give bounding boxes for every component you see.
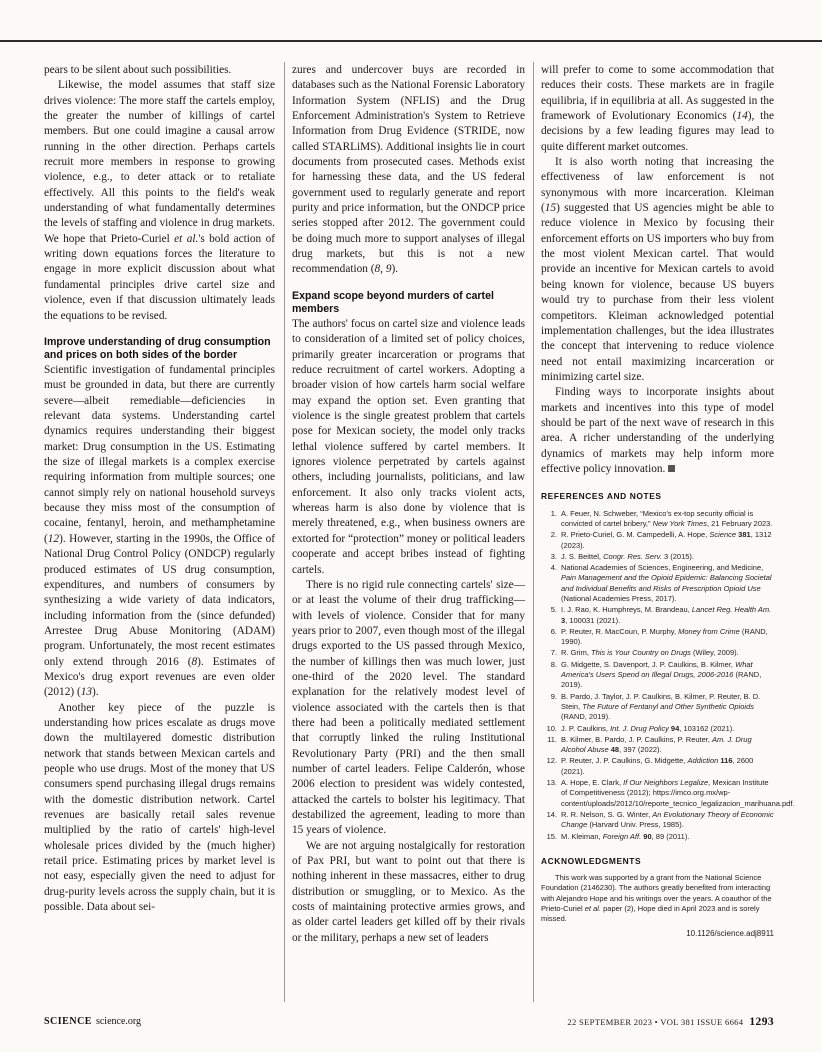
reference-item — [541, 735, 774, 756]
reference-details: , Mexican Institute of Competitiveness (2012); https://imco.org.mx/wp-content/uploads/2012/10/reporte_tecnico_legalizacion_marihuana.pdf. — [561, 778, 795, 808]
reference-source: The Future of Fentanyl and Other Synthetic Opioids — [582, 701, 755, 711]
reference-item — [541, 692, 774, 723]
reference-source: Lancet Reg. Health Am. — [691, 605, 772, 615]
reference-number: 5. — [550, 605, 557, 615]
paragraph: Finding ways to incorporate insights about markets and incentives into this type of model should be part of the next wave of research in this area. A richer understanding of the underlying dynamics of markets may help inform more effective policy innovation. — [541, 386, 774, 475]
paragraph: Another key piece of the puzzle is understanding how prices escalate as drugs move down the multilayered domestic distribution network that stands between Mexican cartels and people who use drugs. Most of the money that US consumers spend purchasing illegal drugs remains with the domestic distribution network. Cartel revenues are basically retail sales revenue multiplied by the ratio of cartels' high-level wholesale prices divided by the (much higher) retail price. Estimating prices by market level is not easy, especially given the need to adjust for drug-purity levels across the supply chain, but it is possible. Data about sei- — [44, 701, 275, 914]
reference-item — [541, 530, 774, 551]
reference-source: Addiction — [687, 756, 719, 766]
reference-number: 14. — [546, 809, 557, 819]
reference-item — [541, 605, 774, 626]
paragraph: pears to be silent about such possibilities. — [44, 64, 232, 76]
reference-source: Congr. Res. Serv. — [603, 551, 662, 561]
reference-volume: 94 — [668, 723, 680, 733]
reference-details: (Harvard Univ. Press, 1985). — [587, 820, 684, 830]
section-heading: Expand scope beyond murders of cartel members — [292, 289, 494, 316]
paragraph: will prefer to come to some accommodation that reduces their costs. These markets are in fragile equilibria, if in equilibria at all. As suggested in the framework of Evolutionary Economics (14), the decisions by a few leading figures may lead to quite different market outcomes. — [541, 64, 774, 153]
reference-number: 15. — [546, 831, 557, 841]
references-list — [541, 508, 795, 842]
paragraph: We are not arguing nostalgically for restoration of Pax PRI, but want to point out that there is nothing inherent in these massacres, either to drug distribution or smuggling, or to Mexico. As the costs of maintaining protective armies grows, and as older cartel leaders get killed off by their rivals or the military, perhaps a new set of leaders — [292, 839, 525, 944]
reference-authors: P. Reuter, J. P. Caulkins, G. Midgette, — [561, 756, 688, 766]
acknowledgments-text: This work was supported by a grant from the National Science Foundation (2146230). The authors greatly benefited from interacting with Alejandro Hope and his writings over the years. A coauthor of the Prieto-Curiel et al. paper (2), Hope died in April 2023 and is sorely missed. — [541, 873, 772, 924]
reference-item — [541, 756, 774, 777]
journal-site[interactable]: science.org — [95, 1016, 142, 1027]
reference-details: , 21 February 2023. — [706, 518, 773, 528]
reference-item — [541, 660, 774, 691]
reference-details: (National Academies Press, 2017). — [561, 594, 677, 603]
reference-authors: R. Grim, — [561, 648, 591, 658]
reference-authors: I. J. Rao, K. Humphreys, M. Brandeau, — [561, 605, 692, 615]
reference-details: , 100031 (2021). — [565, 615, 621, 625]
reference-number: 4. — [550, 563, 557, 573]
reference-authors: A. Hope, E. Clark, — [561, 778, 624, 788]
reference-item — [541, 552, 774, 562]
paragraph: Likewise, the model assumes that staff size drives violence: The more staff the cartels employ, the greater the number of killings of cartel members. But one could imagine a causal arrow running in the other direction. Perhaps cartels recruit more members in response to growing violence, e.g., to deter attack or to retaliate effectively. All this points to the field's weak understanding of what fundamentally determines the levels of staffing and violence in drug markets. We hope that Prieto-Curiel et al.'s bold action of writing down equations forces the literature to engage in more explicit discussion about what fundamental principles drive cartel size and violence, even if that discussion ultimately leads the equations to be revised. — [44, 79, 275, 322]
paragraph: zures and undercover buys are recorded in databases such as the National Forensic Laboratory Information System (NFLIS) and the Drug Enforcement Administration's System to Retrieve Information from Drug Evidence (STRIDE, now called STARLiMS). Additional insights lie in court documents from prosecuted cases. Methods exist for harnessing these data, and the US federal government used to regularly generate and report purity and price information, but the ONDCP price series stopped after 2012. The government could be doing much more to support analyses of illegal drug markets, but this is not a new recommendation (8, 9). — [292, 64, 525, 276]
reference-details: (RAND, 2019). — [561, 670, 762, 690]
reference-source: Int. J. Drug Policy — [610, 723, 669, 733]
reference-source: Money from Crime — [678, 626, 740, 636]
reference-source: If Our Neighbors Legalize — [623, 778, 709, 788]
reference-source: New York Times — [652, 518, 707, 528]
reference-item — [541, 627, 774, 648]
top-rule — [0, 40, 822, 42]
column-divider — [284, 62, 285, 1002]
reference-authors: A. Feuer, N. Schweber, “Mexico's ex-top security official is convicted of cartel bribery,” — [561, 508, 754, 528]
footer-journal — [44, 1016, 141, 1027]
reference-item — [541, 832, 774, 842]
reference-number: 10. — [546, 723, 557, 733]
reference-item — [541, 563, 774, 604]
reference-authors: R. R. Nelson, S. G. Winter, — [561, 809, 653, 819]
column-1 — [44, 63, 275, 915]
reference-authors: J. S. Beittel, — [561, 551, 604, 561]
reference-details: , 1312 (2023). — [561, 530, 772, 550]
column-2 — [292, 63, 525, 946]
reference-details: , 397 (2022). — [619, 745, 662, 755]
paragraph: The authors' focus on cartel size and violence leads to consideration of a limited set of policy choices, primarily greater incarceration or programs that reduce recruitment of cartel workers. Adopting a broader vision of how cartels harm social welfare may expand the option set. Even granting that violence is the single greatest problem that cartels pose for Mexican society, the model only tracks lethal violence suffered by cartel members. It ignores violence perpetrated by cartels against others, including journalists, politicians, and law enforcement. It also only tracks violent acts, whereas harm is also done by violence that is merely threatened, e.g., when business owners are extorted for “protection” money or political leaders cooperate and accept bribes instead of fighting cartels. — [292, 318, 525, 576]
column-divider — [533, 62, 534, 1002]
reference-source: Pain Management and the Opioid Epidemic: Balancing Societal and Individual Benefits and Risks of Prescription Opioid Use — [561, 573, 772, 593]
reference-item — [541, 778, 795, 809]
reference-item — [541, 509, 774, 530]
reference-volume: 3 — [561, 615, 566, 625]
reference-details: , 103162 (2021). — [679, 723, 735, 733]
end-mark-icon — [668, 465, 675, 472]
reference-number: 12. — [546, 756, 557, 766]
reference-volume: 116 — [718, 756, 733, 766]
reference-authors: National Academies of Sciences, Engineering, and Medicine, — [561, 563, 764, 573]
reference-number: 8. — [550, 659, 557, 669]
reference-volume: 381 — [736, 530, 751, 540]
reference-source: This is Your Country on Drugs — [591, 648, 691, 658]
doi-link[interactable]: 10.1126/science.adj8911 — [686, 928, 774, 938]
paragraph: There is no rigid rule connecting cartels' size—or at least the volume of their drug trafficking—with levels of violence. Consider that for many years prior to 2007, even though most of the illegal drugs exported to the US passed through Mexico, the number of killings then was much lower, just one-third of the 2020 level. The standard explanation for the relatively modest level of violence associated with the cartels then is that there had been a politically mediated settlement that corruptly linked the ruling Institutional Revolutionary Party (PRI) and the then small number of cartel leaders. Felipe Calderón, whose 2006 election to president was widely contested, attacked the cartels to bolster his legitimacy. That destabilized the agreement, leading to more than 15 years of violence. — [292, 578, 525, 837]
journal-name: SCIENCE — [44, 1016, 92, 1027]
reference-item — [541, 810, 774, 831]
reference-number: 7. — [550, 648, 557, 658]
footer-issue — [567, 1016, 774, 1028]
reference-source: What America's Users Spend on Illegal Drugs, 2006-2016 — [561, 659, 753, 680]
reference-number: 3. — [550, 551, 557, 561]
reference-source: Foreign Aff. — [602, 831, 642, 841]
reference-details: (Wiley, 2009). — [690, 648, 739, 658]
reference-details: (RAND, 1990). — [561, 626, 768, 647]
reference-number: 2. — [550, 530, 557, 540]
paragraph: Scientific investigation of fundamental principles must be grounded in data, but there are currently severe—albeit remediable—deficiencies in relevant data systems. Understanding cartel dynamics requires understanding their biggest market: Drug consumption in the US. Estimating the size of illegal markets is a complex exercise requiring information from multiple sources; one cannot simply rely on national household surveys because they miss most of the consumption of cocaine, fentanyl, heroin, and methamphetamine (12). However, starting in the 1990s, the Office of National Drug Control Policy (ONDCP) regularly produced estimates of US drug consumption, expenditures, and numbers of consumers by synthesizing a wide variety of data indicators, including information from the (since defunded) Arrestee Drug Abuse Monitoring (ADAM) program. Unfortunately, the most recent estimates only extend through 2016 (8). Estimates of Mexico's drug export revenues are even older (2012) (13). — [44, 364, 275, 699]
reference-authors: B. Pardo, J. Taylor, J. P. Caulkins, B. Kilmer, P. Reuter, B. D. Stein, — [561, 691, 761, 711]
reference-authors: B. Kilmer, B. Pardo, J. P. Caulkins, P. Reuter, — [561, 734, 713, 744]
reference-authors: J. P. Caulkins, — [561, 723, 611, 733]
references-heading: REFERENCES AND NOTES — [541, 491, 662, 502]
issue-info: 22 SEPTEMBER 2023 • VOL 381 ISSUE 6664 — [567, 1017, 744, 1027]
page-number: 1293 — [749, 1016, 774, 1028]
column-3 — [541, 63, 795, 941]
reference-item — [541, 648, 774, 658]
reference-authors: P. Reuter, R. MacCoun, P. Murphy, — [561, 626, 679, 636]
reference-volume: 48 — [608, 745, 620, 755]
reference-details: , 2600 (2021). — [561, 756, 754, 776]
reference-details: , 89 (2011). — [651, 831, 690, 841]
paragraph: It is also worth noting that increasing the effectiveness of law enforcement is not synonymous with more incarceration. Kleiman (15) suggested that US agencies might be able to reduce violence in Mexico by focusing their enforcement efforts on US importers who buy from the most violent Mexican cartel. That would provide an incentive for Mexican cartels to avoid being known for violence, because US buyers would try to purchase from their less violent competitors. Kleiman acknowledged potential implementation challenges, but the idea illustrates the concept that intervening to reduce violence need not entail maximizing incarceration or minimizing cartel size. — [541, 156, 774, 383]
reference-authors: R. Prieto-Curiel, G. M. Campedelli, A. Hope, — [561, 530, 710, 540]
reference-source: An Evolutionary Theory of Economic Change — [561, 809, 774, 830]
reference-details: (RAND, 2019). — [561, 712, 611, 722]
section-heading: Improve understanding of drug consumption and prices on both sides of the border — [44, 335, 271, 362]
reference-number: 1. — [550, 508, 557, 518]
reference-number: 13. — [546, 778, 557, 788]
acknowledgments-heading: ACKNOWLEDGMENTS — [541, 855, 642, 866]
reference-authors: G. Midgette, S. Davenport, J. P. Caulkins, B. Kilmer, — [561, 659, 736, 669]
reference-number: 11. — [547, 734, 557, 744]
reference-source: Science — [709, 530, 737, 540]
reference-details: 3 (2015). — [661, 551, 694, 561]
reference-volume: 90 — [641, 831, 652, 841]
reference-number: 6. — [550, 626, 557, 636]
reference-number: 9. — [550, 691, 557, 701]
reference-item — [541, 724, 774, 734]
reference-source: Am. J. Drug Alcohol Abuse — [561, 734, 752, 755]
reference-authors: M. Kleiman, — [561, 831, 603, 841]
